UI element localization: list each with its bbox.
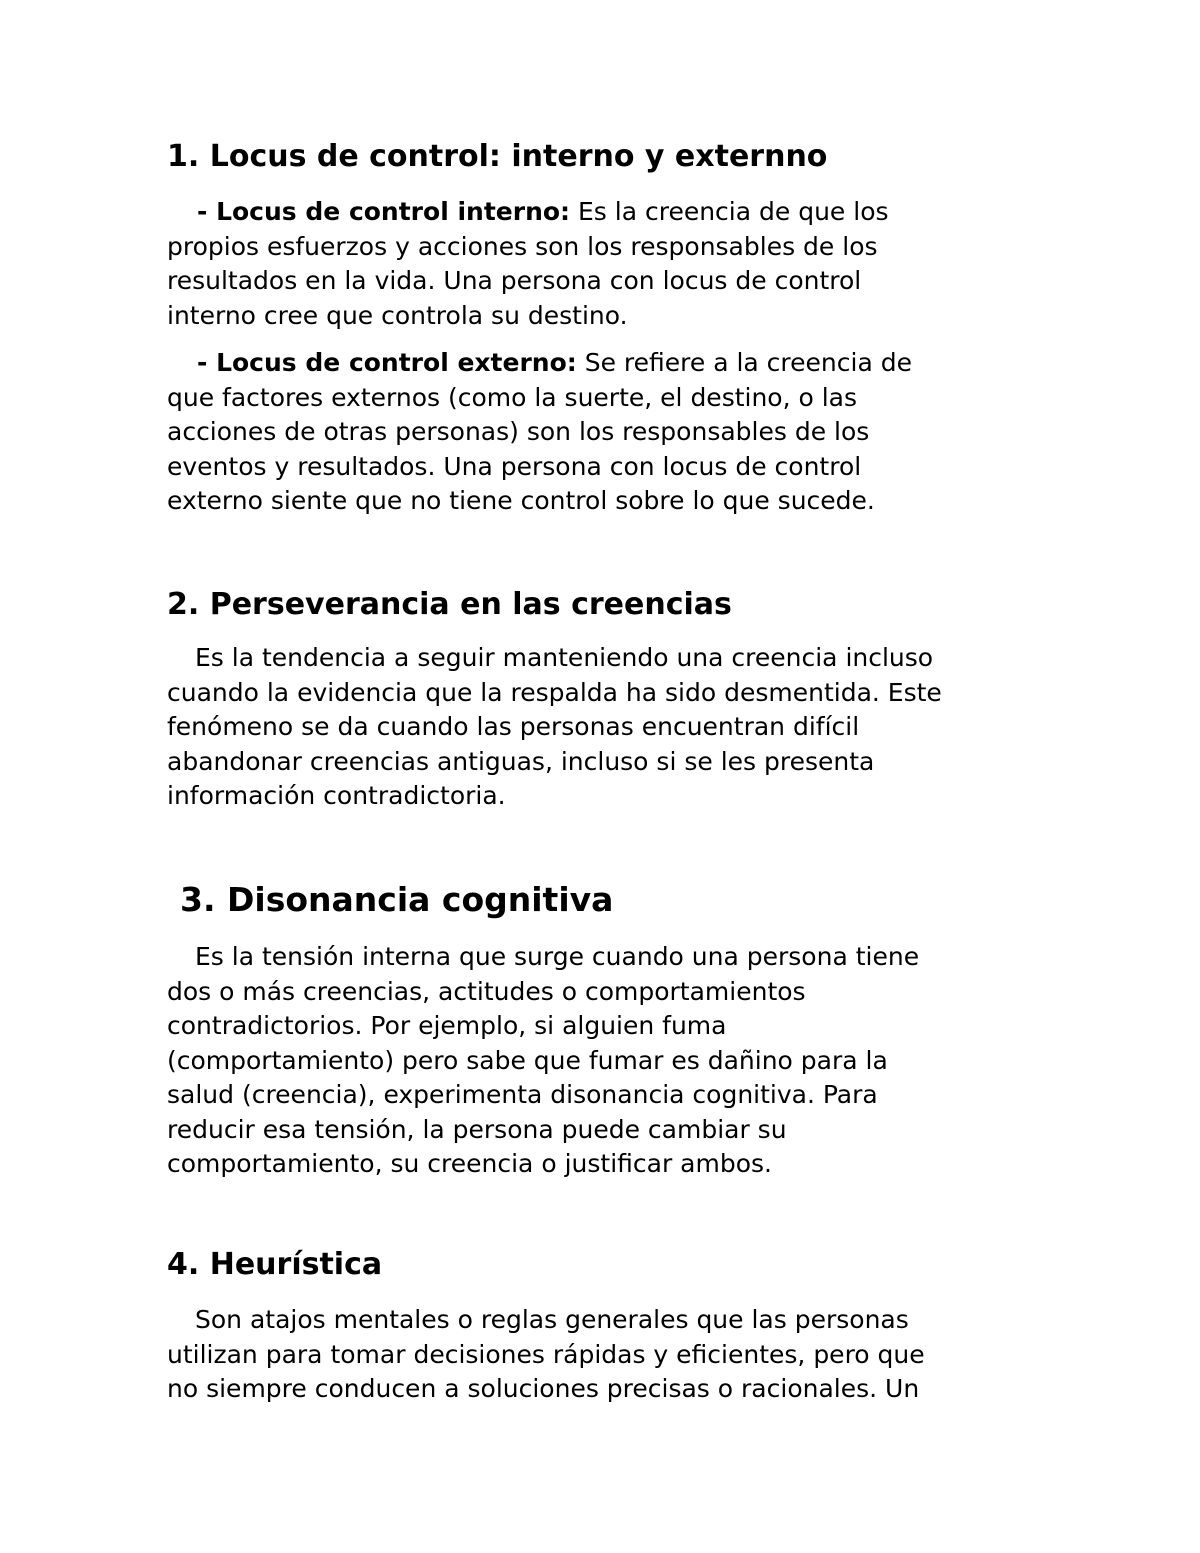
section-1-internal-paragraph <box>167 195 1047 333</box>
section-2-paragraph <box>167 641 1047 814</box>
paragraph-line: externo siente que no tiene control sobre lo que sucede. <box>167 486 875 515</box>
paragraph-line: comportamiento, su creencia o justificar ambos. <box>167 1149 772 1178</box>
paragraph-line: Es la tendencia a seguir manteniendo una creencia incluso <box>195 643 934 672</box>
paragraph-line: (comportamiento) pero sabe que fumar es dañino para la <box>167 1045 888 1075</box>
section-4-heading: 4. Heurística <box>167 1247 383 1282</box>
paragraph-line: dos o más creencias, actitudes o comportamientos <box>167 976 806 1006</box>
paragraph-line: cuando la evidencia que la respalda ha sido desmentida. Este <box>167 677 942 707</box>
paragraph-line: eventos y resultados. Una persona con locus de control <box>167 451 862 481</box>
paragraph-line: - Locus de control externo: Se refiere a la creencia de <box>197 348 912 377</box>
section-3-heading: 3. Disonancia cognitiva <box>180 880 614 919</box>
paragraph-line: fenómeno se da cuando las personas encuentran difícil <box>167 712 860 741</box>
paragraph-line: Es la tensión interna que surge cuando una persona tiene <box>195 942 920 971</box>
section-1-heading: 1. Locus de control: interno y externno <box>167 139 828 174</box>
section-4-paragraph <box>167 1303 1047 1407</box>
paragraph-line: propios esfuerzos y acciones son los responsables de los <box>167 231 878 261</box>
paragraph-line: interno cree que controla su destino. <box>167 300 628 330</box>
section-2-heading: 2. Perseverancia en las creencias <box>167 587 732 622</box>
paragraph-line: abandonar creencias antiguas, incluso si se les presenta <box>167 746 875 776</box>
paragraph-line: que factores externos (como la suerte, el destino, o las <box>167 382 858 412</box>
section-3-paragraph <box>167 940 1047 1182</box>
section-1-external-paragraph <box>167 346 1047 519</box>
term-label: - Locus de control interno: <box>197 197 571 226</box>
paragraph-line: - Locus de control interno: Es la creencia de que los <box>197 197 889 226</box>
paragraph-line: acciones de otras personas) son los responsables de los <box>167 417 870 446</box>
paragraph-line: utilizan para tomar decisiones rápidas y eficientes, pero que <box>167 1339 925 1369</box>
paragraph-line: contradictorios. Por ejemplo, si alguien fuma <box>167 1011 727 1040</box>
paragraph-line: Son atajos mentales o reglas generales que las personas <box>195 1305 909 1334</box>
paragraph-line: resultados en la vida. Una persona con locus de control <box>167 266 862 295</box>
paragraph-line: información contradictoria. <box>167 781 506 810</box>
term-label: - Locus de control externo: <box>197 348 577 377</box>
paragraph-line: reducir esa tensión, la persona puede cambiar su <box>167 1114 787 1144</box>
paragraph-line: salud (creencia), experimenta disonancia cognitiva. Para <box>167 1080 878 1109</box>
paragraph-line: no siempre conducen a soluciones precisas o racionales. Un <box>167 1374 920 1403</box>
